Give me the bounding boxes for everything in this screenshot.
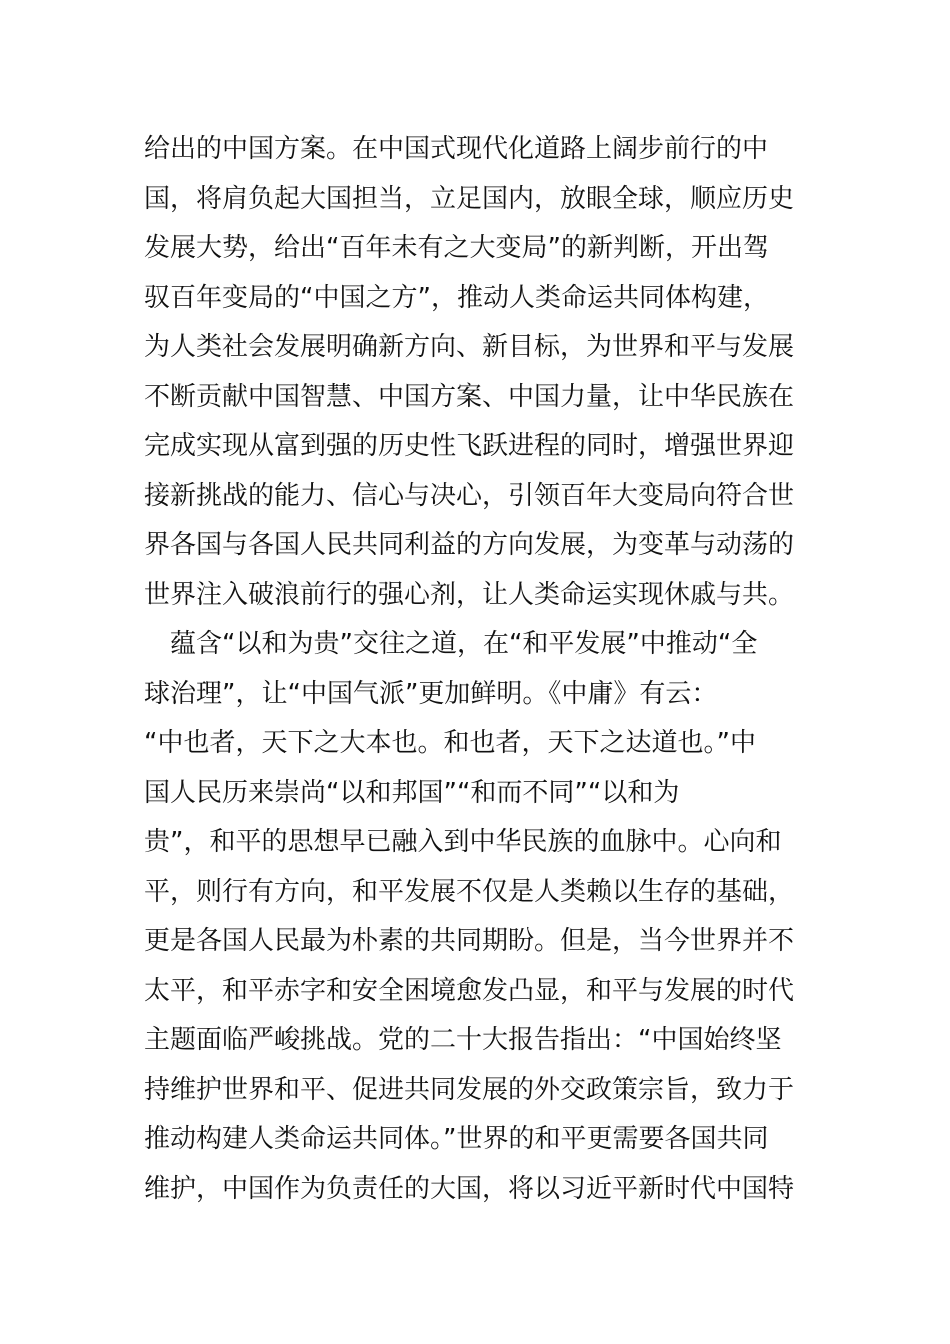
text-line: 国，将肩负起大国担当，立足国内，放眼全球，顺应历史 [144, 183, 795, 214]
text-line: 球治理”，让“中国气派”更加鲜明。《中庸》有云： [144, 678, 718, 709]
text-line: 主题面临严峻挑战。党的二十大报告指出：“中国始终坚 [144, 1025, 782, 1055]
text-line: 不断贡献中国智慧、中国方案、中国力量，让中华民族在 [144, 381, 795, 412]
text-line: 持维护世界和平、促进共同发展的外交政策宗旨，致力于 [144, 1074, 795, 1105]
text-line: 世界注入破浪前行的强心剂，让人类命运实现休戚与共。 [144, 579, 795, 610]
text-line: 为人类社会发展明确新方向、新目标，为世界和平与发展 [144, 332, 795, 362]
body-text [144, 125, 814, 1214]
text-line: 国人民历来崇尚“以和邦国”“和而不同”“以和为 [144, 777, 680, 808]
text-line: 驭百年变局的“中国之方”，推动人类命运共同体构建， [144, 282, 769, 313]
text-line: “中也者，天下之大本也。和也者，天下之达道也。”中 [144, 728, 756, 758]
text-line: 太平，和平赤字和安全困境愈发凸显，和平与发展的时代 [144, 975, 795, 1006]
text-line: 维护，中国作为负责任的大国，将以习近平新时代中国特 [144, 1173, 795, 1204]
text-line: 发展大势，给出“百年未有之大变局”的新判断，开出驾 [144, 233, 769, 263]
text-line: 给出的中国方案。在中国式现代化道路上阔步前行的中 [144, 134, 769, 164]
text-line: 平，则行有方向，和平发展不仅是人类赖以生存的基础， [144, 876, 795, 907]
paragraph-start-line: 蕴含“以和为贵”交往之道，在“和平发展”中推动“全 [144, 629, 758, 659]
text-line: 界各国与各国人民共同利益的方向发展，为变革与动荡的 [144, 530, 795, 560]
text-line: 完成实现从富到强的历史性飞跃进程的同时，增强世界迎 [144, 431, 795, 461]
text-line: 推动构建人类命运共同体。”世界的和平更需要各国共同 [144, 1124, 769, 1154]
text-line: 接新挑战的能力、信心与决心，引领百年大变局向符合世 [144, 480, 795, 511]
text-line: 贵”，和平的思想早已融入到中华民族的血脉中。心向和 [144, 827, 782, 857]
text-line: 更是各国人民最为朴素的共同期盼。但是，当今世界并不 [144, 926, 795, 956]
